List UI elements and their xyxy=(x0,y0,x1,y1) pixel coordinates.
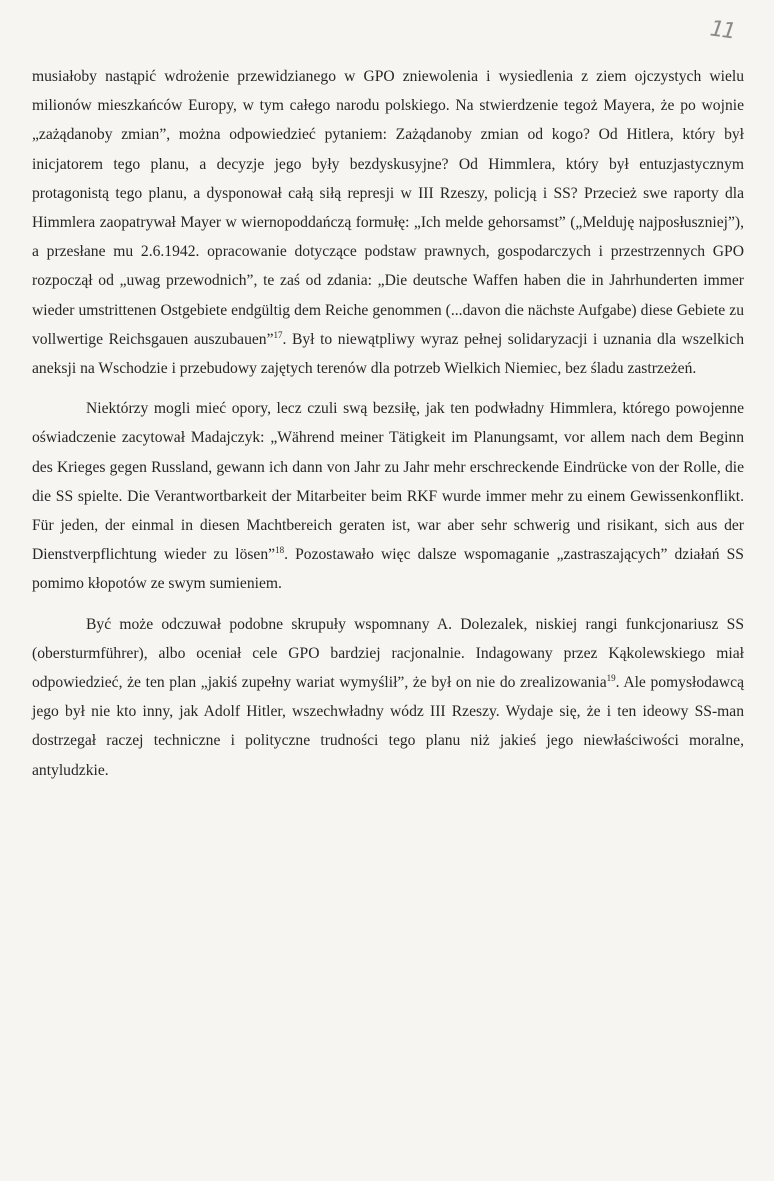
paragraph-3 xyxy=(32,610,744,785)
paragraph-text: musiałoby nastąpić wdrożenie przewidzianego w GPO zniewolenia i wysiedlenia z ziem ojczystych wielu milionów mieszkańców Europy, w tym całego narodu polskiego. Na stwierdzenie tegoż Mayera, że po wojnie „zażądanoby zmian”, można odpowiedzieć pytaniem: Zażądanoby zmian od kogo? Od Hitlera, który był inicjatorem tego planu, a decyzje jego były bezdyskusyjne? Od Himmlera, który był entuzjastycznym protagonistą tego planu, a dysponował całą siłą represji w III Rzeszy, policją i SS? Przecież swe raporty dla Himmlera zaopatrywał Mayer w wiernopoddańczą formułę: „Ich melde gehorsamst” („Melduję najposłuszniej”), a przesłane mu 2.6.1942. opracowanie dotyczące podstaw prawnych, gospodarczych i przestrzennych GPO rozpoczął od „uwag przewodnich”, te zaś od zdania: „Die deutsche Waffen haben die in Jahrhunderten immer wieder umstrittenen Ostgebiete endgültig dem Reiche genommen (...davon die nächste Aufgabe) diese Gebiete zu vollwertige Reichsgauen auszubauen” xyxy=(32,68,744,348)
paragraph-text: . Ale pomysłodawcą jego był nie kto inny, jak Adolf Hitler, wszechwładny wódz III Rzeszy. Wydaje się, że i ten ideowy SS-man dostrzegał raczej techniczne i polityczne trudności tego planu niż jakieś jego niewłaściwości moralne, antyludzkie. xyxy=(32,674,745,779)
paragraph-2 xyxy=(32,394,744,598)
paragraph-text: Być może odczuwał podobne skrupuły wspomnany A. Dolezalek, niskiej rangi funkcjonariusz SS (obersturmführer), albo oceniał cele GPO bardziej racjonalnie. Indagowany przez Kąkolewskiego miał odpowiedzieć, że ten plan „jakiś zupełny wariat wymyślił”, że był on nie do zrealizowania xyxy=(32,615,744,692)
paragraph-1 xyxy=(32,62,744,383)
page-number: 11 xyxy=(708,16,736,45)
paragraph-text: Niektórzy mogli mieć opory, lecz czuli swą bezsiłę, jak ten podwładny Himmlera, którego powojenne oświadczenie zacytował Madajczyk: „Während meiner Tätigkeit im Planungsamt, vor allem nach dem Beginn des Krieges gegen Russland, gewann ich dann von Jahr zu Jahr mehr erschreckende Eindrücke von der Rolle, die die SS spielte. Die Verantwortbarkeit der Mitarbeiter beim RKF wurde immer mehr zu einem Gewissenkonflikt. Für jeden, der einmal in diesen Machtbereich geraten ist, war aber sehr schwerig und risikant, sich aus der Dienstverpflichtung wieder zu lösen” xyxy=(32,400,744,564)
footnote-ref-17: 17 xyxy=(273,329,283,340)
paragraph-text: . Pozostawało więc dalsze wspomaganie „zastraszających” działań SS pomimo kłopotów ze swym sumieniem. xyxy=(32,546,744,593)
paragraph-text: . Był to niewątpliwy wyraz pełnej solidaryzacji i uznania dla wszelkich aneksji na Wschodzie i przebudowy zajętych terenów dla potrzeb Wielkich Niemiec, bez śladu zastrzeżeń. xyxy=(32,330,744,378)
footnote-ref-19: 19 xyxy=(606,672,616,683)
body-text xyxy=(32,62,744,785)
footnote-ref-18: 18 xyxy=(275,545,285,556)
